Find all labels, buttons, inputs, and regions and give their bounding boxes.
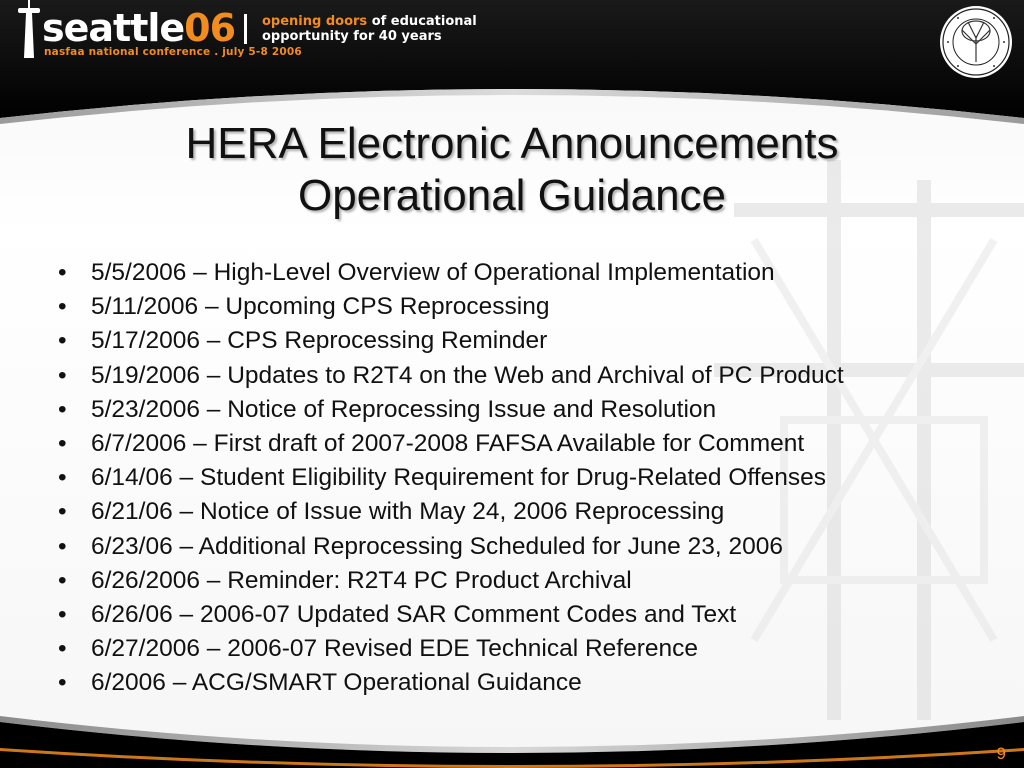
list-item: • 6/26/06 – 2006-07 Updated SAR Comment Codes and Text	[58, 598, 998, 632]
list-item: • 6/27/2006 – 2006-07 Revised EDE Technical Reference	[58, 632, 998, 666]
list-item: • 6/7/2006 – First draft of 2007-2008 FAFSA Available for Comment	[58, 427, 998, 461]
conference-logo	[42, 6, 235, 50]
title-line-2: Operational Guidance	[297, 171, 727, 220]
footer-background	[0, 708, 1024, 768]
logo-year: 06	[184, 6, 236, 50]
slide-title	[0, 118, 1024, 222]
list-item: • 5/11/2006 – Upcoming CPS Reprocessing	[58, 290, 998, 324]
list-item: • 6/23/06 – Additional Reprocessing Scheduled for June 23, 2006	[58, 530, 998, 564]
department-of-education-seal-icon	[938, 4, 1014, 80]
tagline-line1: of educational	[367, 14, 477, 29]
announcement-list	[58, 256, 998, 701]
list-item: • 5/17/2006 – CPS Reprocessing Reminder	[58, 324, 998, 358]
title-line-1: HERA Electronic Announcements	[185, 119, 839, 168]
list-item: • 5/19/2006 – Updates to R2T4 on the Web and Archival of PC Product	[58, 359, 998, 393]
logo-subtitle: nasfaa national conference . july 5-8 2006	[44, 46, 302, 58]
header-banner	[0, 0, 1024, 130]
list-item: • 6/26/2006 – Reminder: R2T4 PC Product Archival	[58, 564, 998, 598]
logo-divider	[244, 14, 247, 44]
tagline	[262, 14, 477, 44]
tagline-line2: opportunity for 40 years	[262, 29, 442, 44]
list-item: • 6/21/06 – Notice of Issue with May 24, 2006 Reprocessing	[58, 495, 998, 529]
footer-banner	[0, 708, 1024, 768]
list-item: • 5/23/2006 – Notice of Reprocessing Issue and Resolution	[58, 393, 998, 427]
list-item: • 6/14/06 – Student Eligibility Requirement for Drug-Related Offenses	[58, 461, 998, 495]
tagline-accent: opening doors	[262, 14, 368, 29]
page-number: 9	[996, 744, 1006, 763]
logo-word: seattle	[42, 6, 185, 50]
list-item: • 6/2006 – ACG/SMART Operational Guidance	[58, 666, 998, 700]
list-item: • 5/5/2006 – High-Level Overview of Operational Implementation	[58, 256, 998, 290]
